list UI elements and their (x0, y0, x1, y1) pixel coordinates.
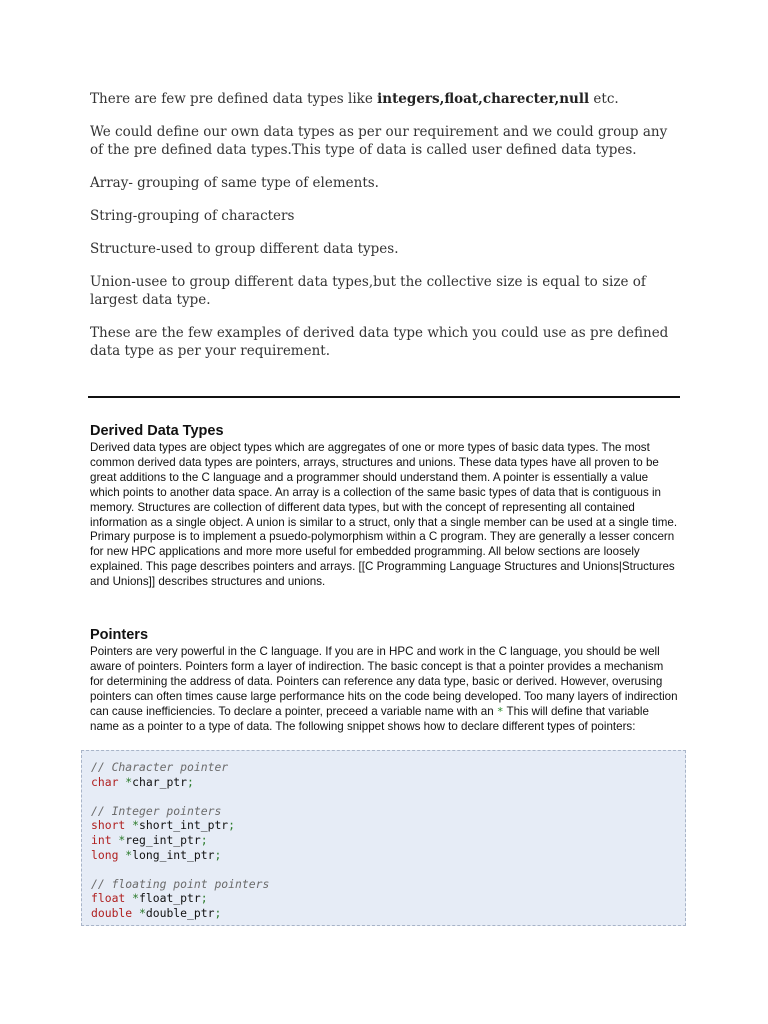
type-charecter: charecter (482, 91, 555, 107)
code-comment: // Integer pointers (91, 803, 222, 818)
code-line: double *double_ptr; (91, 905, 222, 920)
horizontal-divider (88, 396, 680, 398)
intro-section (90, 90, 680, 375)
type-integers: integers (377, 91, 440, 107)
code-line: char *char_ptr; (91, 774, 194, 789)
code-comment: // floating point pointers (91, 876, 270, 891)
intro-paragraph-types: There are few pre defined data types like integers,float,charecter,null etc. (90, 91, 619, 107)
pointers-section (90, 626, 680, 734)
intro-paragraph-string: String-grouping of characters (90, 208, 295, 224)
derived-data-types-section (90, 422, 680, 590)
pointers-body-text: Pointers are very powerful in the C language. If you are in HPC and work in the C language, you should be well aware of pointers. Pointers form a layer of indirection. The basic concept is that a pointer provides a mechanism for determining the address of data. Pointers can reference any data type, basic or derived. However, overusing pointers can often times cause large performance hits on the code being developed. Too many layers of indirection can cause inefficiencies. To declare a pointer, preceed a variable name with an * This will define that variable name as a pointer to a type of data. The following snippet shows how to declare different types of pointers: (90, 645, 678, 733)
code-line: short *short_int_ptr; (91, 818, 236, 833)
intro-paragraph-array: Array- grouping of same type of elements. (90, 175, 379, 191)
code-line: int *reg_int_ptr; (91, 832, 208, 847)
type-float: float (444, 91, 479, 107)
type-null: null (559, 91, 590, 107)
code-blank-line (91, 789, 685, 804)
asterisk-code-inline: * (496, 704, 504, 718)
intro-paragraph-union: Union-usee to group different data types,but the collective size is equal to size of largest data type. (90, 274, 646, 308)
derived-body-text: Derived data types are object types which are aggregates of one or more types of basic data types. The most common derived data types are pointers, arrays, structures and unions. These data types have all proven to be great additions to the C language and a programmer should understand them. A pointer is essentially a value which points to another data space. An array is a collection of the same basic types of data that is contiguous in memory. Structures are collection of different data types, but with the concept of representing all contained information as a single object. A union is similar to a struct, only that a single member can be used at a single time. Primary purpose is to implement a psuedo-polymorphism within a C program. They are generally a lesser concern for new HPC applications and more more useful for embedded programming. All below sections are loosely explained. This page describes pointers and arrays. [[C Programming Language Structures and Unions|Structures and Unions]] describes structures and unions. (90, 441, 678, 589)
code-line: float *float_ptr; (91, 891, 208, 906)
code-snippet-block (81, 750, 686, 926)
intro-paragraph-examples: These are the few examples of derived data type which you could use as pre defined data type as per your requirement. (90, 325, 669, 359)
intro-paragraph-structure: Structure-used to group different data types. (90, 241, 399, 257)
section-heading-pointers: Pointers (90, 627, 149, 643)
code-line: long *long_int_ptr; (91, 847, 222, 862)
code-blank-line (91, 862, 685, 877)
code-comment: // Character pointer (91, 760, 229, 774)
section-heading-derived: Derived Data Types (90, 423, 224, 439)
intro-paragraph-user-defined: We could define our own data types as per our requirement and we could group any of the pre defined data types.This type of data is called user defined data types. (90, 124, 668, 158)
